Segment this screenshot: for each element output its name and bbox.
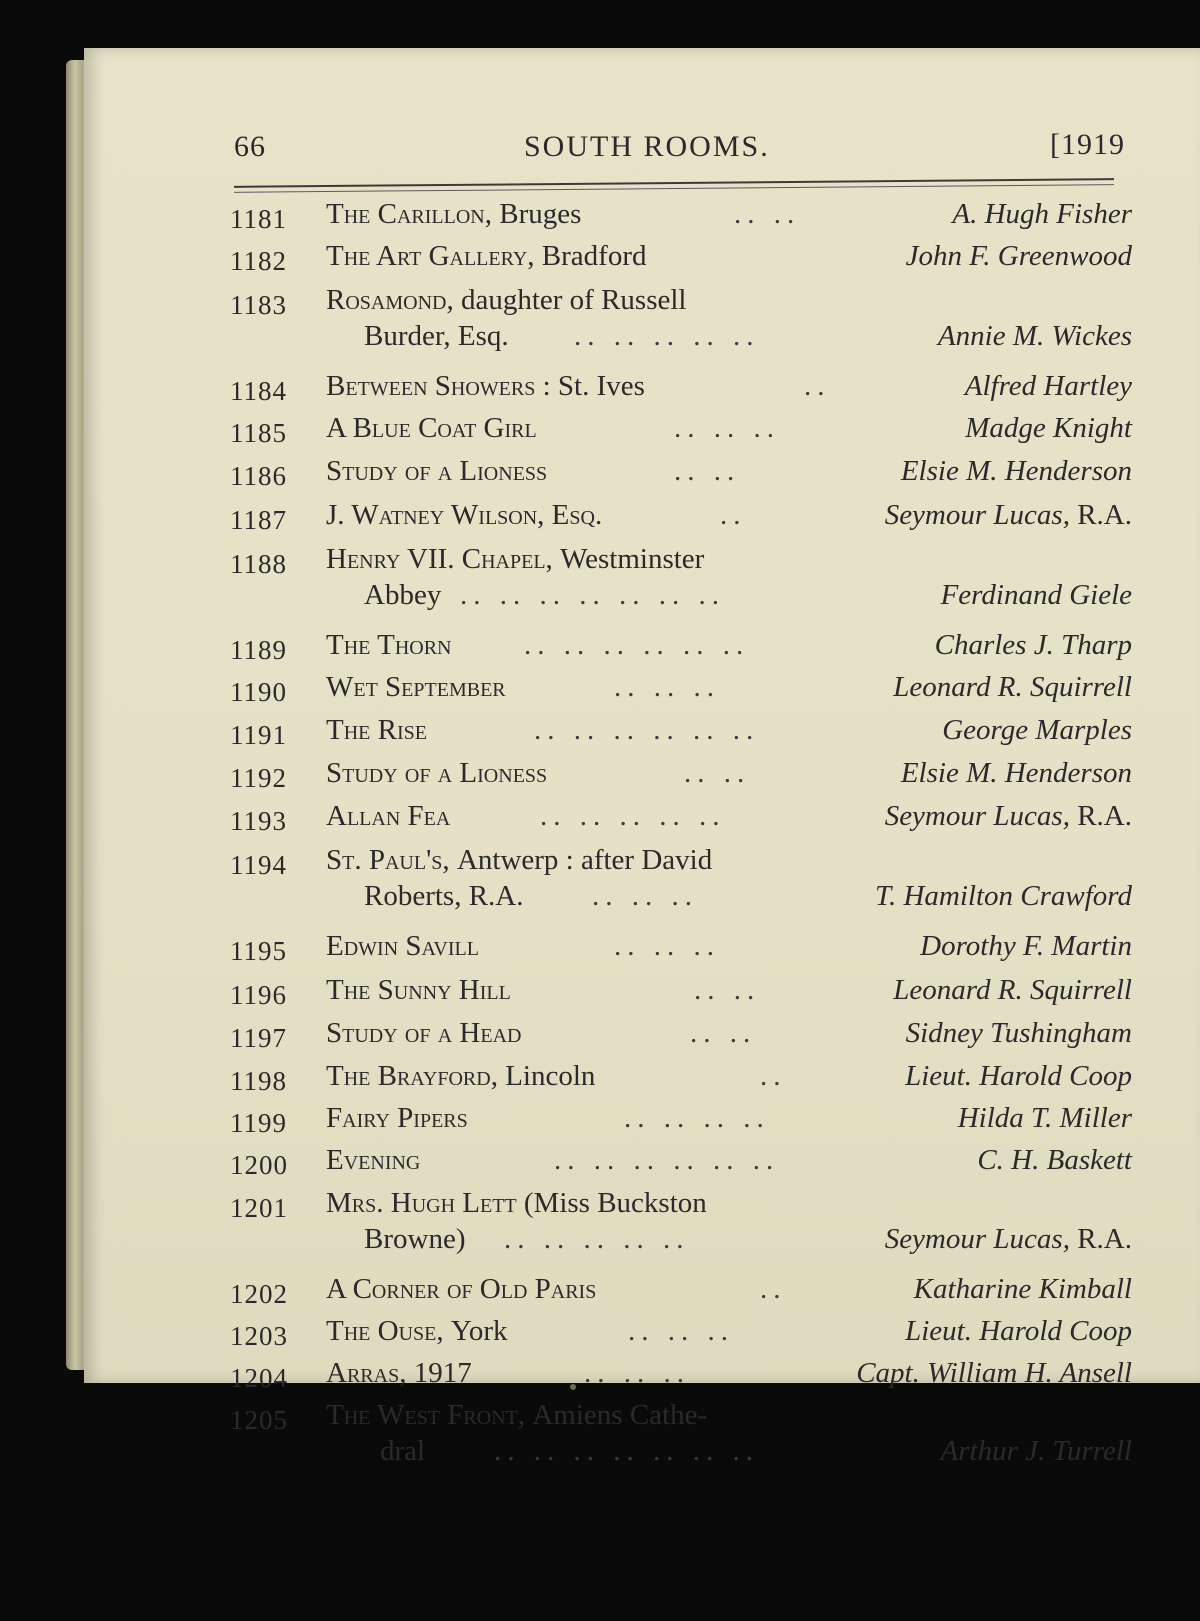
leader-dots: .. bbox=[760, 1273, 787, 1305]
catalogue-entry bbox=[84, 1144, 1200, 1187]
entry-title: Allan Fea bbox=[326, 800, 451, 832]
page-header bbox=[84, 130, 1200, 180]
entry-title-continuation: Browne) bbox=[364, 1223, 466, 1255]
entry-title: Fairy Pipers bbox=[326, 1102, 468, 1134]
entry-number: 1187 bbox=[230, 505, 287, 535]
year-mark: [1919 bbox=[1050, 128, 1125, 161]
entry-artist: Sidney Tushingham bbox=[905, 1017, 1132, 1049]
entry-number: 1193 bbox=[230, 806, 287, 836]
entry-artist: Lieut. Harold Coop bbox=[905, 1315, 1132, 1347]
entry-title: Rosamond, daughter of Russell bbox=[326, 284, 687, 316]
artist-suffix: R.A. bbox=[1077, 499, 1132, 531]
entry-title: A Corner of Old Paris bbox=[326, 1273, 597, 1305]
entry-title: Edwin Savill bbox=[326, 930, 479, 962]
entry-title: The Art Gallery, Bradford bbox=[326, 240, 647, 272]
entry-number: 1196 bbox=[230, 980, 287, 1010]
leader-dots: .. .. .. bbox=[674, 412, 780, 444]
entry-title: Wet September bbox=[326, 671, 506, 703]
entry-title: A Blue Coat Girl bbox=[326, 412, 537, 444]
leader-dots: .. .. bbox=[694, 974, 761, 1006]
entry-number: 1197 bbox=[230, 1023, 287, 1053]
paper-spot bbox=[570, 1384, 576, 1390]
entry-place: Bradford bbox=[541, 240, 647, 272]
entry-number: 1195 bbox=[230, 936, 287, 966]
leader-dots: .. .. .. .. .. .. bbox=[524, 629, 750, 661]
entry-place: Antwerp : after David bbox=[456, 844, 713, 876]
entry-artist: Leonard R. Squirrell bbox=[893, 974, 1132, 1006]
catalogue-entry bbox=[84, 800, 1200, 844]
entry-place: Bruges bbox=[499, 198, 582, 230]
catalogue-entry bbox=[84, 1060, 1200, 1102]
catalogue-entry bbox=[84, 1315, 1200, 1357]
entry-title: Study of a Head bbox=[326, 1017, 522, 1049]
entry-title: Henry VII. Chapel, Westminster bbox=[326, 543, 705, 575]
catalogue-entry bbox=[84, 1399, 1200, 1485]
leader-dots: .. .. .. bbox=[614, 671, 720, 703]
leader-dots: .. .. .. .. .. .. .. bbox=[494, 1435, 759, 1467]
catalogue-entry bbox=[84, 1017, 1200, 1060]
entry-title: The West Front, Amiens Cathe- bbox=[326, 1399, 708, 1431]
catalogue-entry bbox=[84, 1273, 1200, 1315]
running-title: SOUTH ROOMS. bbox=[524, 130, 770, 163]
entry-artist: George Marples bbox=[942, 714, 1132, 746]
entry-artist: Alfred Hartley bbox=[964, 370, 1132, 402]
entry-title: Arras, 1917 bbox=[326, 1357, 472, 1389]
entry-artist: Annie M. Wickes bbox=[937, 320, 1132, 352]
entry-title: Evening bbox=[326, 1144, 421, 1176]
catalogue-entry bbox=[84, 629, 1200, 671]
entry-title: Study of a Lioness bbox=[326, 757, 548, 789]
entry-title: J. Watney Wilson, Esq. bbox=[326, 499, 603, 531]
entry-number: 1183 bbox=[230, 290, 287, 320]
artist-suffix: R.A. bbox=[1077, 800, 1132, 832]
entry-artist: C. H. Baskett bbox=[977, 1144, 1132, 1176]
catalogue-entry bbox=[84, 1357, 1200, 1399]
leader-dots: .. .. .. bbox=[628, 1315, 734, 1347]
artist-suffix: R.A. bbox=[1077, 1223, 1132, 1255]
entry-place: daughter of Russell bbox=[460, 284, 687, 316]
entry-number: 1191 bbox=[230, 720, 287, 750]
catalogue-entry bbox=[84, 974, 1200, 1017]
entry-title: The Rise bbox=[326, 714, 427, 746]
entry-number: 1201 bbox=[230, 1193, 288, 1223]
entry-artist: Charles J. Tharp bbox=[934, 629, 1132, 661]
entry-number: 1199 bbox=[230, 1108, 287, 1138]
entry-artist: Leonard R. Squirrell bbox=[893, 671, 1132, 703]
catalogue-entry bbox=[84, 757, 1200, 800]
entry-artist: T. Hamilton Crawford bbox=[874, 880, 1132, 912]
catalogue-list bbox=[84, 198, 1200, 1485]
entry-artist: Seymour Lucas, R.A. bbox=[884, 1223, 1132, 1255]
entry-number: 1198 bbox=[230, 1066, 287, 1096]
leader-dots: .. .. .. bbox=[592, 880, 698, 912]
entry-title: The Sunny Hill bbox=[326, 974, 511, 1006]
entry-artist: A. Hugh Fisher bbox=[952, 198, 1132, 230]
entry-number: 1186 bbox=[230, 461, 287, 491]
entry-artist: Lieut. Harold Coop bbox=[905, 1060, 1132, 1092]
leader-dots: .. .. bbox=[674, 455, 741, 487]
entry-number: 1185 bbox=[230, 418, 287, 448]
entry-title-continuation: Abbey bbox=[364, 579, 442, 611]
entry-number: 1188 bbox=[230, 549, 287, 579]
leader-dots: .. bbox=[804, 370, 831, 402]
leader-dots: .. .. .. .. .. bbox=[574, 320, 760, 352]
entry-title: The Brayford, Lincoln bbox=[326, 1060, 596, 1092]
catalogue-entry bbox=[84, 930, 1200, 974]
catalogue-page bbox=[84, 48, 1200, 1467]
entry-artist: Seymour Lucas, R.A. bbox=[884, 499, 1132, 531]
entry-artist: Arthur J. Turrell bbox=[940, 1435, 1132, 1467]
entry-artist: Katharine Kimball bbox=[913, 1273, 1132, 1305]
catalogue-entry bbox=[84, 671, 1200, 714]
catalogue-entry bbox=[84, 844, 1200, 930]
entry-place: (Miss Buckston bbox=[523, 1187, 707, 1219]
leader-dots: .. .. .. .. .. bbox=[540, 800, 726, 832]
entry-artist: Dorothy F. Martin bbox=[920, 930, 1132, 962]
leader-dots: .. .. .. .. .. bbox=[504, 1223, 690, 1255]
leader-dots: .. .. bbox=[690, 1017, 757, 1049]
entry-artist: Seymour Lucas, R.A. bbox=[884, 800, 1132, 832]
leader-dots: .. .. .. .. .. .. .. bbox=[460, 579, 725, 611]
entry-place: York bbox=[450, 1315, 508, 1347]
catalogue-entry bbox=[84, 499, 1200, 543]
page-number: 66 bbox=[234, 130, 266, 163]
entry-number: 1194 bbox=[230, 850, 287, 880]
entry-number: 1203 bbox=[230, 1321, 288, 1351]
leader-dots: .. .. .. .. .. .. bbox=[554, 1144, 780, 1176]
leader-dots: .. .. .. .. .. .. bbox=[534, 714, 760, 746]
catalogue-entry bbox=[84, 714, 1200, 757]
catalogue-entry bbox=[84, 370, 1200, 412]
entry-number: 1192 bbox=[230, 763, 287, 793]
entry-artist: Elsie M. Henderson bbox=[900, 455, 1132, 487]
entry-number: 1190 bbox=[230, 677, 287, 707]
entry-number: 1200 bbox=[230, 1150, 288, 1180]
entry-title: The Ouse, York bbox=[326, 1315, 508, 1347]
entry-title-continuation: Burder, Esq. bbox=[364, 320, 509, 352]
catalogue-entry bbox=[84, 1187, 1200, 1273]
catalogue-entry bbox=[84, 198, 1200, 240]
catalogue-entry bbox=[84, 455, 1200, 499]
entry-artist: Madge Knight bbox=[965, 412, 1132, 444]
entry-number: 1184 bbox=[230, 376, 287, 406]
catalogue-entry bbox=[84, 543, 1200, 629]
entry-title: The Carillon, Bruges bbox=[326, 198, 582, 230]
entry-artist: Capt. William H. Ansell bbox=[856, 1357, 1132, 1389]
leader-dots: .. bbox=[720, 499, 747, 531]
entry-title-continuation: Roberts, R.A. bbox=[364, 880, 524, 912]
entry-number: 1205 bbox=[230, 1405, 288, 1435]
entry-title: Between Showers : St. Ives bbox=[326, 370, 645, 402]
entry-title: The Thorn bbox=[326, 629, 452, 661]
entry-title-continuation: dral bbox=[380, 1435, 426, 1467]
entry-place: St. Ives bbox=[557, 370, 645, 402]
entry-number: 1181 bbox=[230, 204, 287, 234]
catalogue-entry bbox=[84, 284, 1200, 370]
catalogue-entry bbox=[84, 412, 1200, 455]
entry-artist: Ferdinand Giele bbox=[940, 579, 1132, 611]
leader-dots: .. .. .. bbox=[584, 1357, 690, 1389]
leader-dots: .. .. .. bbox=[614, 930, 720, 962]
entry-number: 1204 bbox=[230, 1363, 288, 1393]
entry-number: 1202 bbox=[230, 1279, 288, 1309]
entry-title: Mrs. Hugh Lett (Miss Buckston bbox=[326, 1187, 707, 1219]
leader-dots: .. bbox=[760, 1060, 787, 1092]
leader-dots: .. .. bbox=[734, 198, 801, 230]
entry-artist: Elsie M. Henderson bbox=[900, 757, 1132, 789]
leader-dots: .. .. .. .. bbox=[624, 1102, 770, 1134]
entry-artist: John F. Greenwood bbox=[905, 240, 1132, 272]
entry-number: 1189 bbox=[230, 635, 287, 665]
entry-place: Amiens Cathe- bbox=[532, 1399, 708, 1431]
entry-place: Westminster bbox=[560, 543, 705, 575]
catalogue-entry bbox=[84, 1102, 1200, 1144]
entry-title: St. Paul's, Antwerp : after David bbox=[326, 844, 713, 876]
entry-title: Study of a Lioness bbox=[326, 455, 548, 487]
catalogue-entry bbox=[84, 240, 1200, 284]
entry-place: Lincoln bbox=[505, 1060, 596, 1092]
entry-artist: Hilda T. Miller bbox=[957, 1102, 1132, 1134]
leader-dots: .. .. bbox=[684, 757, 751, 789]
entry-number: 1182 bbox=[230, 246, 287, 276]
